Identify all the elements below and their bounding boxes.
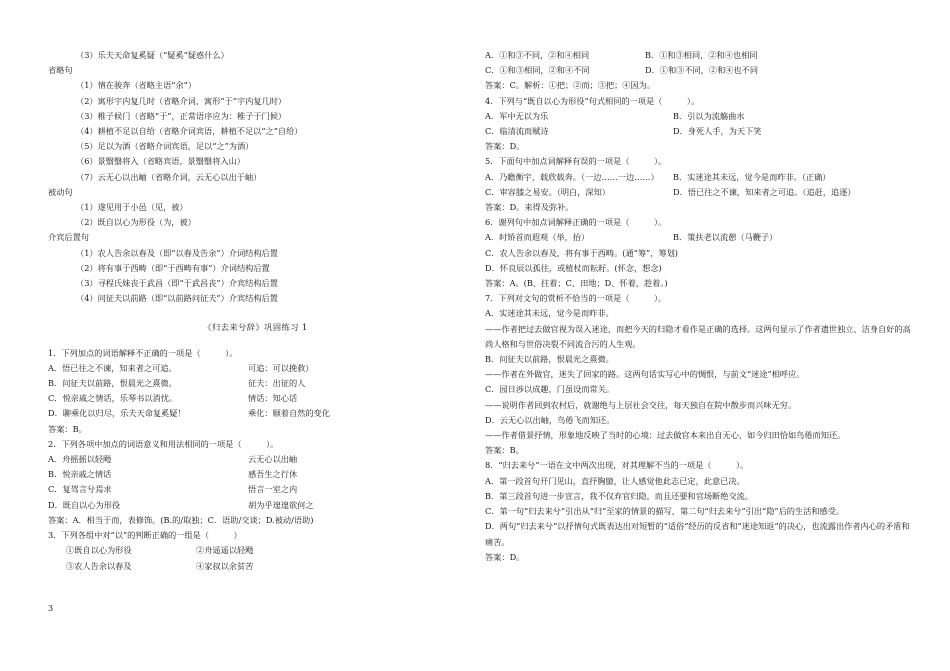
option-a: A．第一段首句开门见山，直抒胸臆，让人感觉他此志已定，此意已决。 <box>485 475 745 486</box>
section-heading-omission: 省略句 <box>48 65 73 76</box>
option-row <box>485 230 915 245</box>
commentary: ——作者把过去做官视为误入迷途，而把今天的归隐才看作是正确的选择。这两句显示了作者遗世独立、洁身自好的高尚人格和与世俗决裂不同流合污的人生观。 <box>485 323 911 349</box>
option-c: C．园日涉以成趣，门虽设而常关。 <box>485 384 615 395</box>
answer-line: 答案：A．相当于而，表修饰。(B.的/取独；C．语助/交谈；D.被动/语助) <box>48 514 314 525</box>
commentary: ——说明作者回到农村后，就谢绝与上层社会交往，每天独自在院中散步而兴味无穷。 <box>485 399 797 410</box>
option-row <box>48 498 463 513</box>
option-a: A．舟摇摇以轻飏 <box>48 454 112 465</box>
option-a: A．时矫首而遐观（举，抬） <box>485 232 590 243</box>
question-stem: 5．下面句中加点词解释有误的一项是（ ）。 <box>485 156 667 167</box>
option-b-pair: 感吾生之行休 <box>248 469 298 480</box>
text-line: （3）稚子候门（省略“于”，正常语序应为：稚子于门候） <box>76 110 287 121</box>
option-c: C．农人告余以春及，将有事于西畴。(通“筹”，筹划) <box>485 247 678 258</box>
sentence-3: ③农人告余以春及 <box>66 560 132 571</box>
option-d: D．两句“归去来兮”以抒情句式既表达出对短暂的“适俗”经历的反省和“迷途知返”的决心，也流露出作者内心的矛盾和痛苦。 <box>485 521 910 547</box>
answer-line: 答案：D。 <box>485 141 525 152</box>
option-a: A．实迷途其未远，觉今是而昨非。 <box>485 308 614 319</box>
option-a: A．乃瞻衡宇，载欣载奔。（一边……一边……） <box>485 171 659 182</box>
text-line: （6）景翳翳将入（省略宾语，景翳翳将入山） <box>76 156 245 167</box>
option-row <box>485 109 915 124</box>
option-row <box>48 559 463 574</box>
sentence-1: ①既自以心为形役 <box>66 545 132 556</box>
sentence-2: ②舟遥遥以轻飏 <box>196 545 254 556</box>
answer-line: 答案：D。来得及弥补。 <box>485 202 574 213</box>
option-row <box>485 170 915 185</box>
text-line: （1）遂见用于小邑（见，被） <box>76 202 188 213</box>
option-row <box>485 185 915 200</box>
option-d: D．云无心以出岫，鸟倦飞而知还。 <box>485 414 615 425</box>
commentary: ——作者借景抒情，形象地反映了当时的心境：过去做官本来出自无心，如今归田恰如鸟倦而知还。 <box>485 430 846 441</box>
option-d-pair: 胡为乎遑遑欲何之 <box>248 499 314 510</box>
option-d: D．聊乘化以归尽，乐夫天命复奚疑！ <box>48 408 186 419</box>
section-heading-postposition: 介宾后置句 <box>48 232 89 243</box>
answer-line: 答案：D。 <box>485 551 525 562</box>
option-row <box>48 361 463 376</box>
text-line: （5）足以为酒（省略介词宾语，足以“之”为酒） <box>76 141 254 152</box>
option-row <box>485 48 915 63</box>
option-b: B．实迷途其未远，觉今是而昨非。（正确） <box>673 171 831 182</box>
option-d: D．身死人手，为天下笑 <box>673 126 762 137</box>
option-b: B．引以为流觞曲水 <box>673 110 745 121</box>
option-b: B．问征夫以前路，恨晨光之熹微。 <box>485 354 614 365</box>
option-row <box>48 543 463 558</box>
text-line: （2）将有事于西畴（即“于西畴有事”）介词结构后置 <box>76 262 270 273</box>
option-d: D．悟已往之不谏，知来者之可追。（追赶，追逐） <box>673 186 856 197</box>
question-stem: 6．谢列句中加点词解释正确的一项是（ ）。 <box>485 217 667 228</box>
text-line: （7）云无心以出岫（省略介词，云无心以出于岫） <box>76 171 262 182</box>
option-row <box>48 482 463 497</box>
option-c-pair: 悟言一室之内 <box>248 484 298 495</box>
text-line: （1）农人告余以春及（即“以春及告余”）介词结构后置 <box>76 247 278 258</box>
question-stem: 8．“归去来兮”一语在文中两次出现，对其理解不当的一项是（ ）。 <box>485 460 749 471</box>
option-a-pair: 云无心以出岫 <box>248 454 298 465</box>
exercise-title: 《归去来兮辞》巩固练习 1 <box>203 322 308 333</box>
option-c-gloss: 情话：知心话 <box>248 393 298 404</box>
option-b: B．①和③相同，②和④也相同 <box>645 50 758 60</box>
option-row <box>485 63 915 78</box>
question-stem: 7．下列对文句的赏析不恰当的一项是（ ）。 <box>485 293 667 304</box>
text-line: （3）寻程氏妹丧于武昌（即“于武昌丧”）介宾结构后置 <box>76 278 278 289</box>
option-d-gloss: 乘化：顺着自然的变化 <box>248 408 330 419</box>
option-c: C．审容膝之易安。（明白，深知） <box>485 186 610 197</box>
option-c: C．悦亲戚之情话，乐琴书以消忧。 <box>48 393 178 404</box>
option-d: D．怀良辰以孤往，或植杖而耘耔。(怀念，想念) <box>485 262 662 273</box>
text-line: （3）乐夫天命复奚疑（“疑奚”疑惑什么） <box>76 50 229 60</box>
option-c: C．复驾言兮焉求 <box>48 484 112 495</box>
option-d: D．①和③不同，②和④也不同 <box>645 65 759 76</box>
text-line: （1）情在骏奔（省略主语“余”） <box>76 80 197 91</box>
right-column <box>485 48 915 565</box>
option-c: C．第一句“归去来兮”引出从“归”至家的情景的描写，第二句“归去来兮”引出“隐”后的生活和感受。 <box>485 506 845 517</box>
text-line: （2）寓形宇内复几时（省略介词，寓形“于”宇内复几时） <box>76 95 287 106</box>
answer-line: 答案：A。(B、拄着；C、田地；D、怀着，趁着。) <box>485 278 668 289</box>
question-stem: 1．下列加点的词语解释不正确的一项是（ ）。 <box>48 347 238 358</box>
answer-line: 答案：B。 <box>485 445 524 456</box>
question-stem: 2．下列各项中加点的词语意义和用法相同的一项是（ ）。 <box>48 438 279 449</box>
question-stem: 4．下列与“既自以心为形役”句式相同的一项是（ ）。 <box>485 95 700 106</box>
option-d: D．既自以心为形役 <box>48 499 121 510</box>
commentary: ——作者在外做官，迷失了回家的路。这两句话实写心中的惆恨，与前文“迷途”相呼应。 <box>485 369 805 380</box>
option-b: B．策扶老以流憩（马鞭子） <box>673 232 778 243</box>
option-b: B．第三段首句进一步宣言，我不仅弃官归隐，而且还要和官场断绝交流。 <box>485 490 754 501</box>
option-row <box>48 467 463 482</box>
question-stem: 3．下列各组中对“以”的判断正确的一组是（ ） <box>48 530 242 541</box>
option-a: A．①和③不同，②和④相同 <box>485 50 590 60</box>
option-row <box>48 452 463 467</box>
page-number: 3 <box>48 604 54 613</box>
text-line: （4）耕植不足以自给（省略介词宾语，耕植不足以“之”自给） <box>76 126 303 137</box>
option-a: A．悟已往之不谏，知来者之可追。 <box>48 362 177 373</box>
option-b: B．悦亲戚之情话 <box>48 469 112 480</box>
sentence-4: ④家叔以余贫苦 <box>196 560 254 571</box>
option-a-gloss: 可追：可以挽救） <box>248 362 314 373</box>
option-c: C．①和③相同，②和④不同 <box>485 65 590 76</box>
answer-line: 答案：B。 <box>48 423 87 434</box>
option-c: C．临清流而赋诗 <box>485 126 549 137</box>
option-row <box>485 124 915 139</box>
option-row <box>48 406 463 421</box>
text-line: （2）既自以心为形役（为，被） <box>76 217 196 228</box>
text-line: （4）问征夫以前路（即“以前路问征夫”）介宾结构后置 <box>76 293 278 304</box>
option-row <box>48 376 463 391</box>
answer-line: 答案：C。解析：①把；②而；③把；④因为。 <box>485 80 656 91</box>
option-b: B．问征夫以前路，恨晨光之熹微。 <box>48 378 177 389</box>
section-heading-passive: 被动句 <box>48 186 73 197</box>
option-a: A．军中无以为乐 <box>485 110 549 121</box>
left-column <box>48 48 463 574</box>
option-b-gloss: 征夫：出征的人 <box>248 378 306 389</box>
option-row <box>48 391 463 406</box>
